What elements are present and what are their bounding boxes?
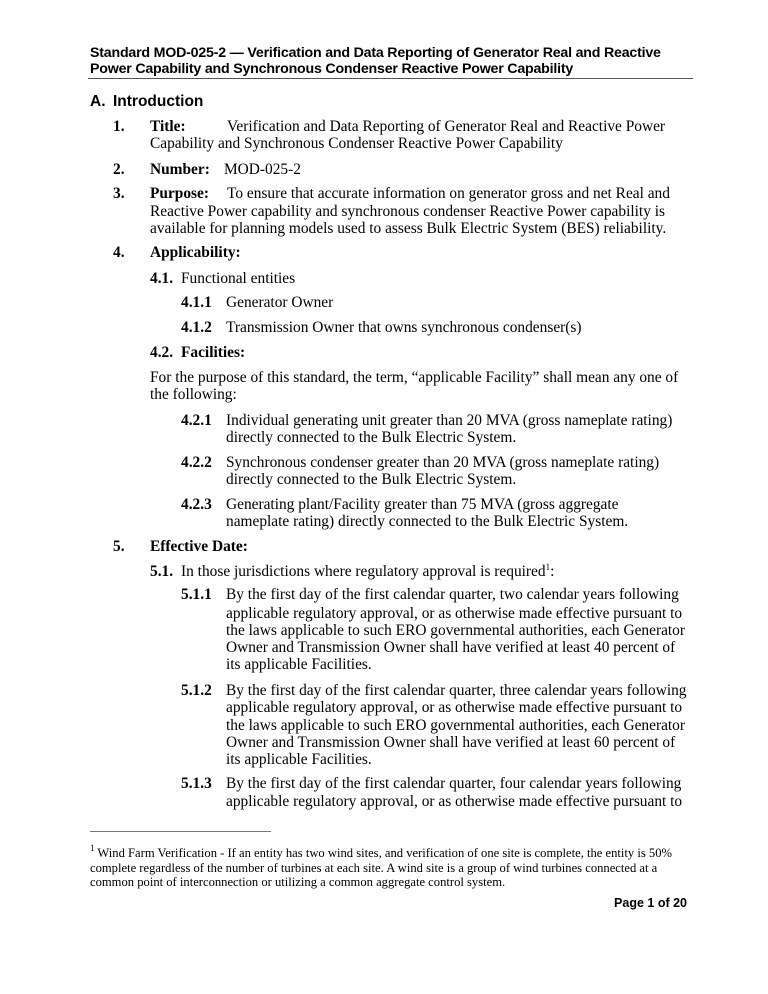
subitem-text [181,563,554,581]
subitem-number: 4.2. [150,344,174,361]
header-title-line-2: Power Capability and Synchronous Condenser Reactive Power Capability [90,61,574,77]
item-label: Purpose: [150,185,209,202]
subitem-text: its applicable Facilities. [226,751,372,768]
item-label: Number: [150,161,210,178]
item-number: 2. [113,161,125,178]
subitem-text: Synchronous condenser greater than 20 MVA (gross nameplate rating) [226,454,660,471]
section-letter: A. [90,93,106,110]
section-title: Introduction [113,93,204,110]
purpose-text: available for planning models used to assess Bulk Electric System (BES) reliability. [150,220,667,237]
subitem-number: 4.1.2 [181,319,212,336]
item-number: 1. [113,118,125,135]
title-text: Verification and Data Reporting of Generator Real and Reactive Power [227,118,666,135]
subitem-number: 5.1.3 [181,775,212,792]
subitem-text: Generating plant/Facility greater than 75 MVA (gross aggregate [226,496,619,513]
subitem-text: Owner and Transmission Owner shall have verified at least 60 percent of [226,734,676,751]
subitem-number: 4.2.1 [181,412,212,429]
item-label: Effective Date: [150,538,248,555]
facilities-intro: the following: [150,386,237,403]
subitem-text: applicable regulatory approval, or as otherwise made effective pursuant to [226,605,683,622]
item-number: 3. [113,185,125,202]
subitem-text: By the first day of the first calendar quarter, four calendar years following [226,775,682,792]
subitem-label: Facilities: [181,344,246,361]
item-number: 5. [113,538,125,555]
number-value: MOD-025-2 [224,161,301,178]
subitem-number: 4.2.2 [181,454,212,471]
footnote-separator [90,831,271,832]
subitem-text: the laws applicable to such ERO governmental authorities, each Generator [226,717,685,734]
footnote-line: complete regardless of the number of turbines at each site. A wind site is a group of wind turbines connected at a [90,861,658,875]
item-label: Applicability: [150,244,241,261]
subitem-text: Generator Owner [226,294,334,311]
subitem-text: Functional entities [181,270,296,287]
subitem-number: 5.1.1 [181,586,212,603]
page-number: Page 1 of 20 [614,896,687,910]
subitem-text: directly connected to the Bulk Electric System. [226,471,517,488]
subitem-text: By the first day of the first calendar quarter, three calendar years following [226,682,687,699]
footnote-line: common point of interconnection or utilizing a common aggregate control system. [90,875,506,889]
subitem-text: Transmission Owner that owns synchronous condenser(s) [226,319,582,336]
subitem-number: 4.2.3 [181,496,212,513]
header-title-line-1: Standard MOD-025-2 — Verification and Data Reporting of Generator Real and Reactive [90,45,661,61]
header-rule [88,78,693,79]
subitem-text: Owner and Transmission Owner shall have verified at least 40 percent of [226,639,676,656]
subitem-text: directly connected to the Bulk Electric System. [226,429,517,446]
title-text: Capability and Synchronous Condenser Reactive Power Capability [150,135,563,152]
facilities-intro: For the purpose of this standard, the term, “applicable Facility” shall mean any one of [150,369,679,386]
purpose-text: Reactive Power capability and synchronous condenser Reactive Power capability is [150,203,666,220]
footnote-line [90,843,673,861]
subitem-number: 5.1.2 [181,682,212,699]
subitem-text-main: In those jurisdictions where regulatory approval is required [181,563,546,580]
subitem-text-suffix: : [550,563,555,580]
subitem-text: applicable regulatory approval, or as otherwise made effective pursuant to [226,699,683,716]
subitem-number: 5.1. [150,563,174,580]
footnote-text: Wind Farm Verification - If an entity has two wind sites, and verification of one site is complete, the entity is 50% [97,846,673,860]
subitem-text: nameplate rating) directly connected to the Bulk Electric System. [226,513,629,530]
subitem-text: Individual generating unit greater than 20 MVA (gross nameplate rating) [226,412,673,429]
item-number: 4. [113,244,125,261]
item-label: Title: [150,118,186,135]
subitem-number: 4.1.1 [181,294,212,311]
footnote-reference[interactable]: 1 [545,562,551,572]
subitem-text: the laws applicable to such ERO governmental authorities, each Generator [226,622,685,639]
subitem-text: its applicable Facilities. [226,656,372,673]
purpose-text: To ensure that accurate information on generator gross and net Real and [227,185,670,202]
subitem-number: 4.1. [150,270,174,287]
subitem-text: By the first day of the first calendar quarter, two calendar years following [226,586,679,603]
subitem-text: applicable regulatory approval, or as otherwise made effective pursuant to [226,793,683,810]
footnote-mark: 1 [90,843,95,853]
